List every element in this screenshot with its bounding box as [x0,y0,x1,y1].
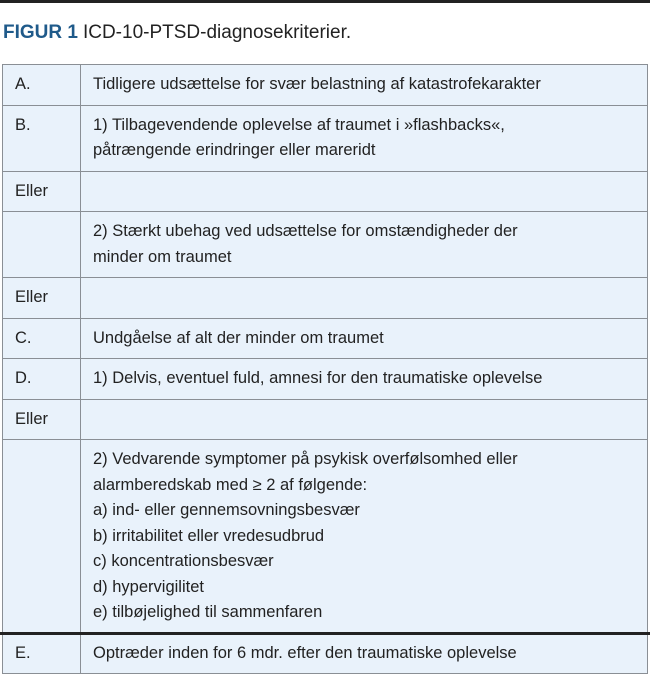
criterion-key: Eller [3,171,81,212]
criterion-text [81,399,648,440]
criterion-line: påtrængende erindringer eller mareridt [93,141,376,159]
table-row [3,171,648,212]
criterion-line: 2) Stærkt ubehag ved udsættelse for omstændigheder der [93,222,518,240]
criterion-line: alarmberedskab med ≥ 2 af følgende: [93,475,368,494]
figure-label: FIGUR 1 [3,22,78,43]
bottom-rule [0,632,650,635]
criterion-line: 1) Delvis, eventuel fuld, amnesi for den traumatiske oplevelse [93,369,543,387]
criterion-line: a) ind- eller gennemsovningsbesvær [93,501,360,519]
criterion-line: Optræder inden for 6 mdr. efter den traumatiske oplevelse [93,643,517,662]
figure-caption: ICD-10-PTSD-diagnosekriterier. [82,22,352,43]
criterion-key: A. [3,65,81,106]
table-row [3,278,648,319]
criterion-key: C. [3,318,81,359]
criterion-line: minder om traumet [93,247,232,266]
criterion-line: 2) Vedvarende symptomer på psykisk overfølsomhed eller [93,450,518,468]
criterion-text [81,278,648,319]
criterion-line: Tidligere udsættelse for svær belastning af katastrofekarakter [93,75,541,93]
criterion-key: Eller [3,278,81,319]
criterion-key: E. [3,633,81,674]
criterion-text [81,65,648,106]
criterion-key: B. [3,105,81,171]
criterion-text [81,359,648,400]
table-row [3,318,648,359]
top-rule [0,0,650,3]
criterion-text [81,212,648,278]
criterion-text [81,440,648,634]
table-row [3,105,648,171]
criterion-key [3,212,81,278]
criterion-text [81,105,648,171]
figure-title [3,22,351,44]
criterion-key [3,440,81,634]
table-row [3,440,648,634]
criteria-table [2,64,648,674]
criterion-text [81,171,648,212]
criterion-line: 1) Tilbagevendende oplevelse af traumet i »flashbacks«, [93,115,505,134]
criterion-text [81,633,648,674]
table-row [3,359,648,400]
criterion-line: d) hypervigilitet [93,577,204,596]
criterion-key: D. [3,359,81,400]
criterion-line: b) irritabilitet eller vredesudbrud [93,526,325,545]
table-row [3,65,648,106]
criterion-line: Undgåelse af alt der minder om traumet [93,328,384,347]
criterion-line: c) koncentrationsbesvær [93,552,274,570]
table-row [3,399,648,440]
table-row [3,633,648,674]
table-row [3,212,648,278]
criterion-key: Eller [3,399,81,440]
criterion-text [81,318,648,359]
criterion-line: e) tilbøjelighed til sammenfaren [93,603,323,621]
